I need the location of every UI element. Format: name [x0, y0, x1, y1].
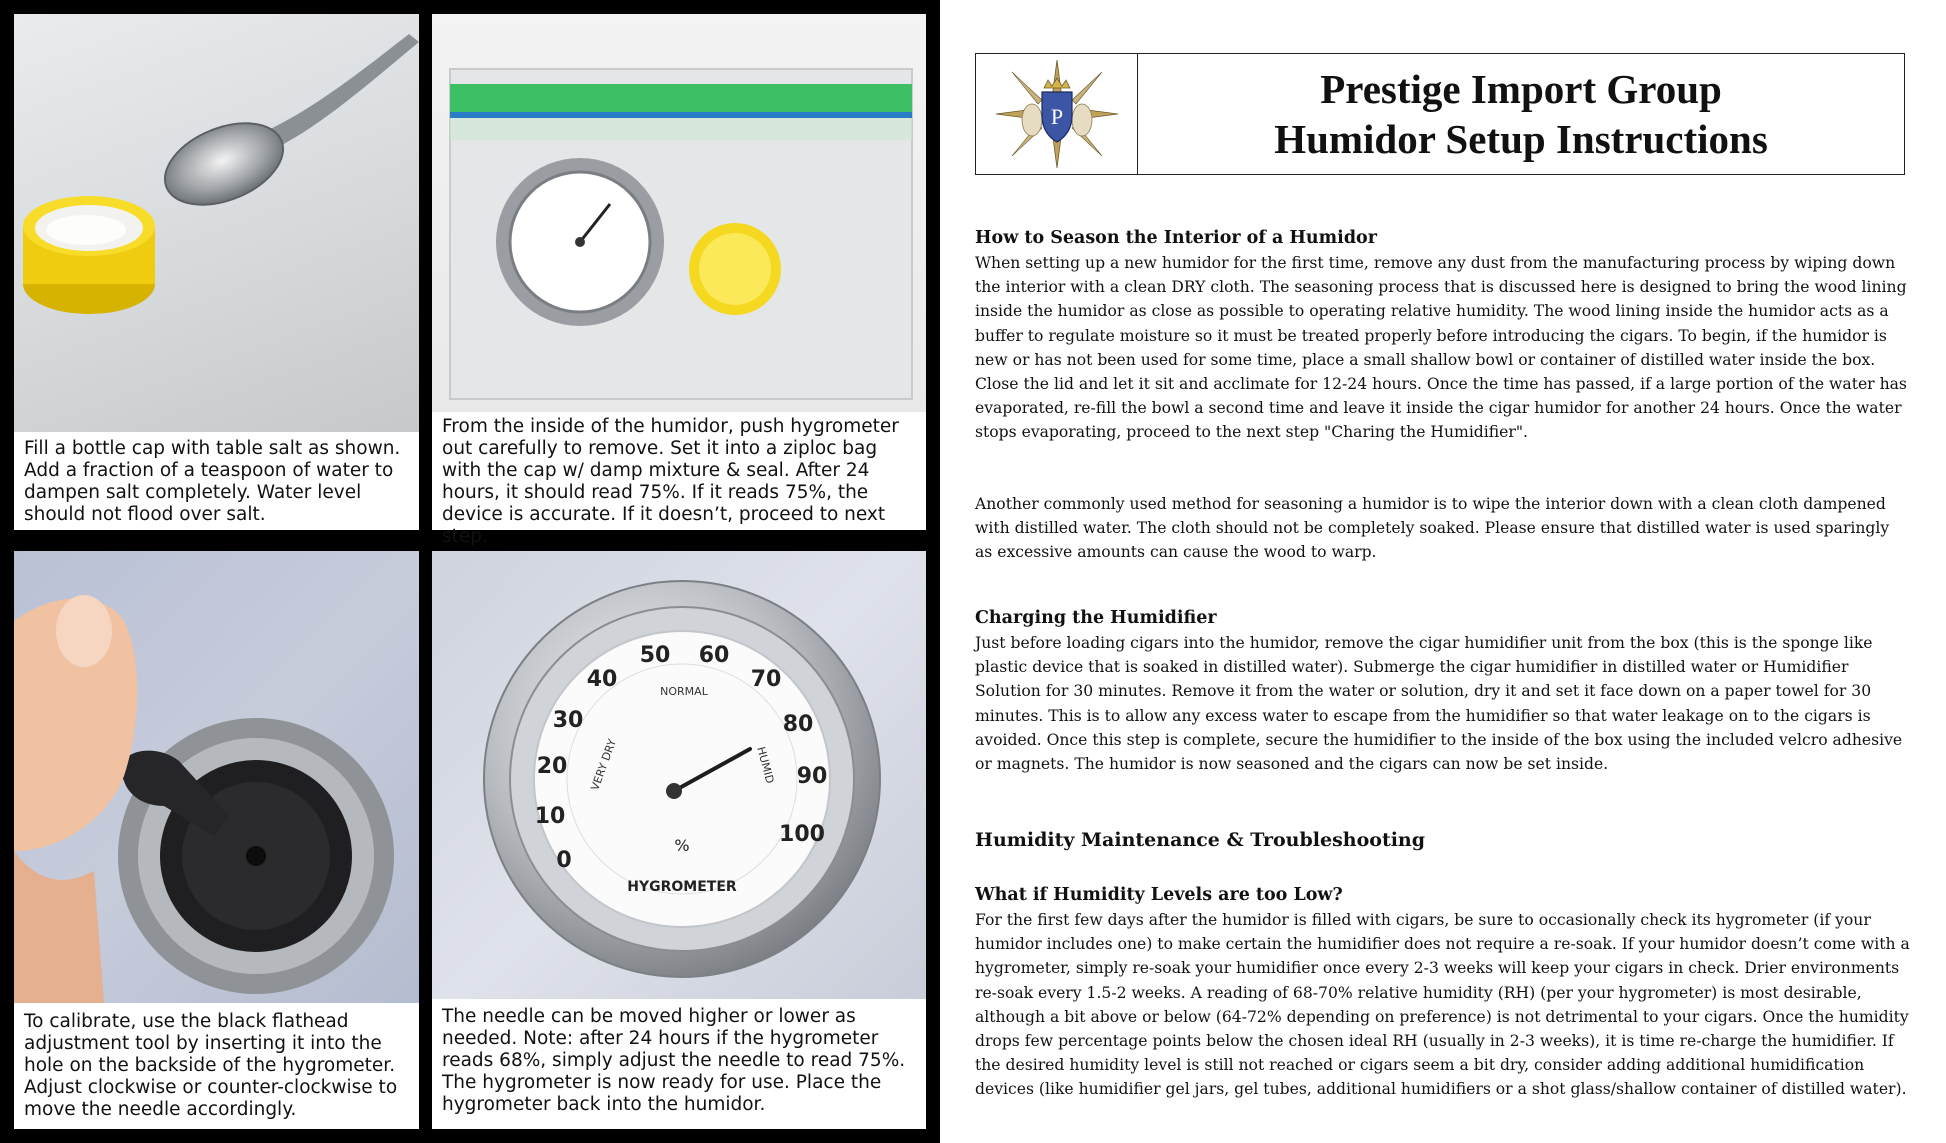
step-1-card — [14, 14, 419, 530]
scale-label-80: 80 — [782, 712, 814, 737]
unit-label: % — [674, 836, 690, 855]
step-3-caption: To calibrate, use the black flathead adjustment tool by inserting it into the hole on the backside of the hygrometer. Adjust clockwise or counter-clockwise to move the needle accordingly. — [24, 1011, 398, 1120]
low-humidity-paragraph: For the first few days after the humidor is filled with cigars, be sure to occasionally check its hygrometer (if your humidor includes one) to make certain the humidifier does not require a re-soak. If your humidor doesn’t come with a hygrometer, simply re-soak your humidifier once every 2-3 weeks will keep your cigars in check. Drier environments re-soak every 1.5-2 weeks. A reading of 68-70% relative humidity (RH) (per your hygrometer) is most desirable, although a bit above or below (64-72% depending on preference) is not detrimental to your cigars. Once the humidity drops few percentage points below the chosen ideal RH (usually in 2-3 weeks), it is time re-charge the humidifier. If the desired humidity level is still not reached or cigars seem a bit dry, consider adding additional humidification devices (like humidifier gel jars, gel tubes, additional humidifiers or a shot glass/shallow container of distilled water). — [975, 911, 1910, 1099]
hygrometer-brand-label: HYGROMETER — [627, 879, 737, 895]
instruction-document — [975, 0, 1930, 1143]
calibration-tool-photo — [14, 551, 419, 1003]
company-logo — [976, 54, 1138, 174]
charging-paragraph: Just before loading cigars into the humidor, remove the cigar humidifier unit from the box (this is the sponge like plastic device that is soaked in distilled water). Submerge the cigar humidifier in distilled water or Humidifier Solution for 30 minutes. Remove it from the water or solution, dry it and set it face down on a paper towel for 30 minutes. This is to allow any excess water to escape from the humidifier so that water leakage on to the cigars is avoided. Once this step is complete, secure the humidifier to the inside of the box using the included velcro adhesive or magnets. The humidor is now seasoned and the cigars can now be set inside. — [975, 634, 1903, 774]
logo-letter: P — [1050, 104, 1064, 129]
scale-label-60: 60 — [698, 643, 730, 668]
scale-label-10: 10 — [534, 804, 566, 829]
zone-very-dry-label: VERY DRY — [588, 737, 620, 793]
low-humidity-section-title: What if Humidity Levels are too Low? — [975, 885, 1343, 905]
hygrometer-in-ziploc-photo — [432, 14, 926, 412]
photo-instructions-panel — [0, 0, 940, 1143]
salt-cap-and-spoon-photo — [14, 14, 419, 432]
scale-label-30: 30 — [552, 708, 584, 733]
document-header — [975, 53, 1905, 175]
hygrometer-closeup-photo — [432, 551, 926, 999]
zone-normal-label: NORMAL — [660, 685, 708, 698]
season-paragraph-2: Another commonly used method for seasoning a humidor is to wipe the interior down with a clean cloth dampened with distilled water. The cloth should not be completely soaked. Please ensure that distilled water is used sparingly as excessive amounts can cause the wood to warp. — [975, 495, 1890, 562]
step-1-caption: Fill a bottle cap with table salt as shown. Add a fraction of a teaspoon of water to dampen salt completely. Water level should not flood over salt. — [24, 438, 401, 525]
step-3-card — [14, 551, 419, 1129]
step-4-card — [432, 551, 926, 1129]
title-line-1: Prestige Import Group — [1320, 66, 1722, 112]
scale-label-90: 90 — [796, 764, 828, 789]
charging-section-title: Charging the Humidifier — [975, 608, 1217, 628]
title-line-2: Humidor Setup Instructions — [1274, 116, 1768, 162]
scale-label-100: 100 — [779, 822, 825, 847]
step-4-caption: The needle can be moved higher or lower as needed. Note: after 24 hours if the hygrometer reads 68%, simply adjust the needle to read 75%. The hygrometer is now ready for use. Place the hygrometer back into the humidor. — [442, 1006, 906, 1115]
zone-humid-label: HUMID — [754, 745, 777, 785]
step-2-caption: From the inside of the humidor, push hygrometer out carefully to remove. Set it into a ziploc bag with the cap w/ damp mixture & seal. After 24 hours, it should read 75%. If it reads 75%, the device is accurate. If it doesn’t, proceed to next step. — [442, 416, 899, 547]
season-section-title: How to Season the Interior of a Humidor — [975, 228, 1377, 248]
scale-label-50: 50 — [639, 643, 671, 668]
document-title — [1138, 54, 1904, 174]
maintenance-section-title: Humidity Maintenance & Troubleshooting — [975, 829, 1426, 851]
scale-label-0: 0 — [556, 848, 572, 873]
scale-label-40: 40 — [586, 667, 618, 692]
season-paragraph-1: When setting up a new humidor for the first time, remove any dust from the manufacturing process by wiping down the interior with a clean DRY cloth. The seasoning process that is discussed here is designed to bring the wood lining inside the humidor as close as possible to operating relative humidity. The wood lining inside the humidor acts as a buffer to regulate moisture so it must be treated properly before introducing the cigars. To begin, if the humidor is new or has not been used for some time, place a small shallow bowl or container of distilled water inside the box. Close the lid and let it sit and acclimate for 12-24 hours. Once the time has passed, if a large portion of the water has evaporated, re-fill the bowl a second time and leave it inside the cigar humidor for another 24 hours. Once the water stops evaporating, proceed to the next step "Charing the Humidifier". — [975, 254, 1907, 442]
scale-label-70: 70 — [750, 667, 782, 692]
scale-label-20: 20 — [536, 754, 568, 779]
step-2-card — [432, 14, 926, 547]
